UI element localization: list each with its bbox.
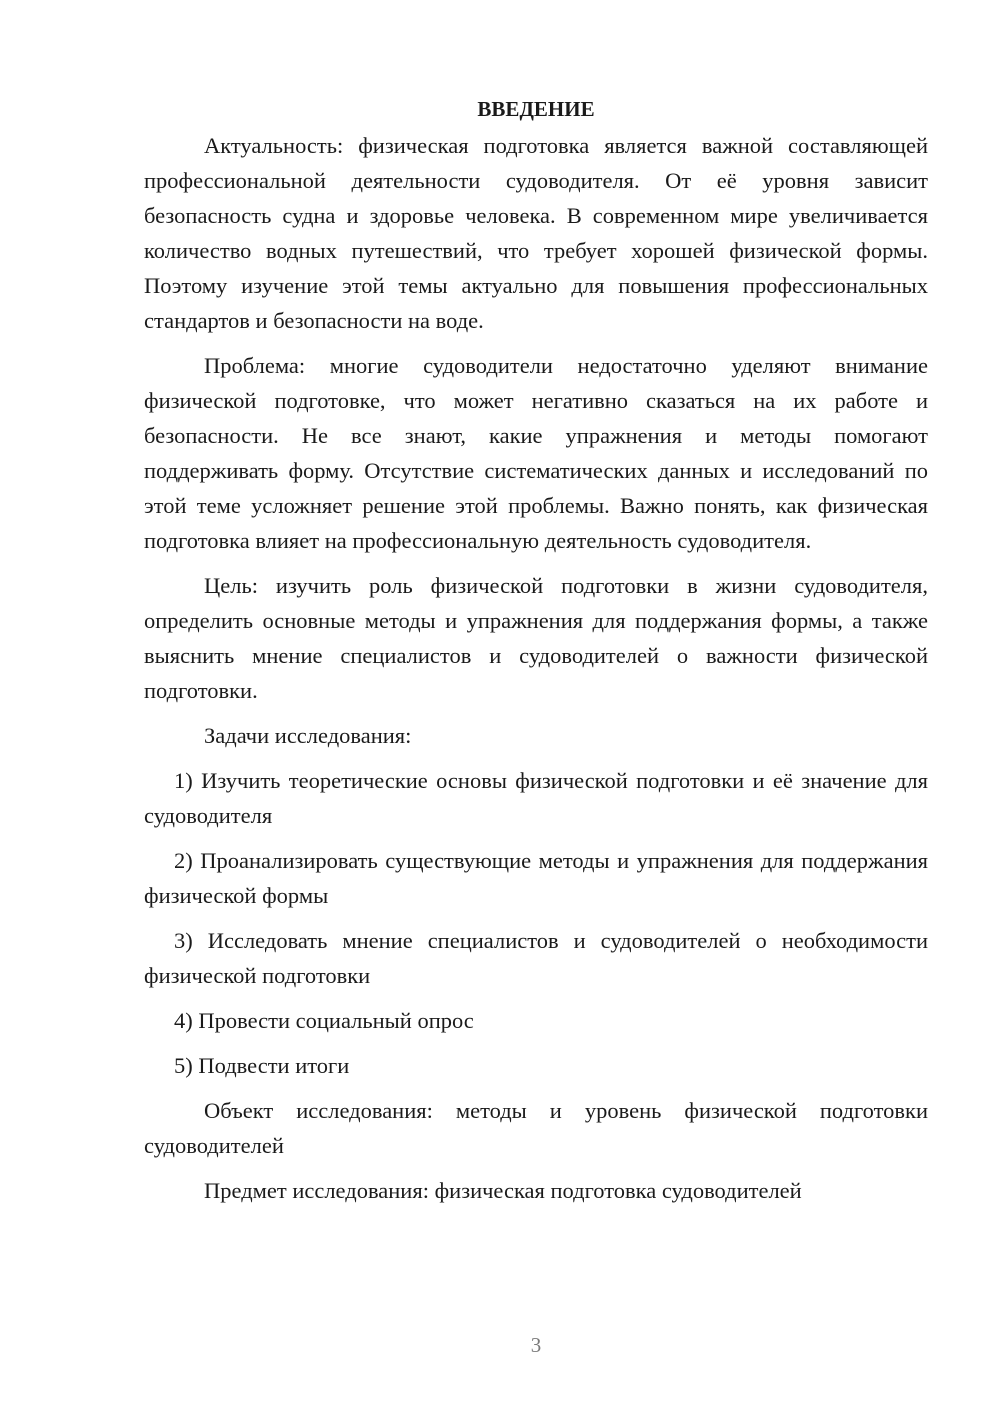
paragraph-subject: Предмет исследования: физическая подготовка судоводителей	[204, 1178, 802, 1203]
paragraph-relevance: Актуальность: физическая подготовка является важной составляющей профессиональной деятельности судоводителя. От её уровня зависит безопасность судна и здоровье человека. В современном мире увеличивается количество водных путешествий, что требует хорошей физической формы. Поэтому изучение этой темы актуально для повышения профессиональных стандартов и безопасности на воде.	[144, 133, 928, 333]
tasks-heading: Задачи исследования:	[204, 723, 412, 748]
task-item-4: 4) Провести социальный опрос	[174, 1008, 474, 1033]
task-item-2: 2) Проанализировать существующие методы и упражнения для поддержания физической формы	[144, 848, 928, 908]
page-content	[144, 92, 928, 1218]
paragraph-goal: Цель: изучить роль физической подготовки в жизни судоводителя, определить основные методы и упражнения для поддержания формы, а также выяснить мнение специалистов и судоводителей о важности физической подготовки.	[144, 573, 928, 703]
task-item-3: 3) Исследовать мнение специалистов и судоводителей о необходимости физической подготовки	[144, 928, 928, 988]
paragraph-problem: Проблема: многие судоводители недостаточно уделяют внимание физической подготовке, что может негативно сказаться на их работе и безопасности. Не все знают, какие упражнения и методы помогают поддерживать форму. Отсутствие систематических данных и исследований по этой теме усложняет решение этой проблемы. Важно понять, как физическая подготовка влияет на профессиональную деятельность судоводителя.	[144, 353, 928, 553]
paragraph-object: Объект исследования: методы и уровень физической подготовки судоводителей	[144, 1098, 928, 1158]
task-item-1: 1) Изучить теоретические основы физической подготовки и её значение для судоводителя	[144, 768, 928, 828]
section-title: ВВЕДЕНИЕ	[477, 97, 595, 121]
task-item-5: 5) Подвести итоги	[174, 1053, 350, 1078]
page-number: 3	[530, 1333, 542, 1357]
